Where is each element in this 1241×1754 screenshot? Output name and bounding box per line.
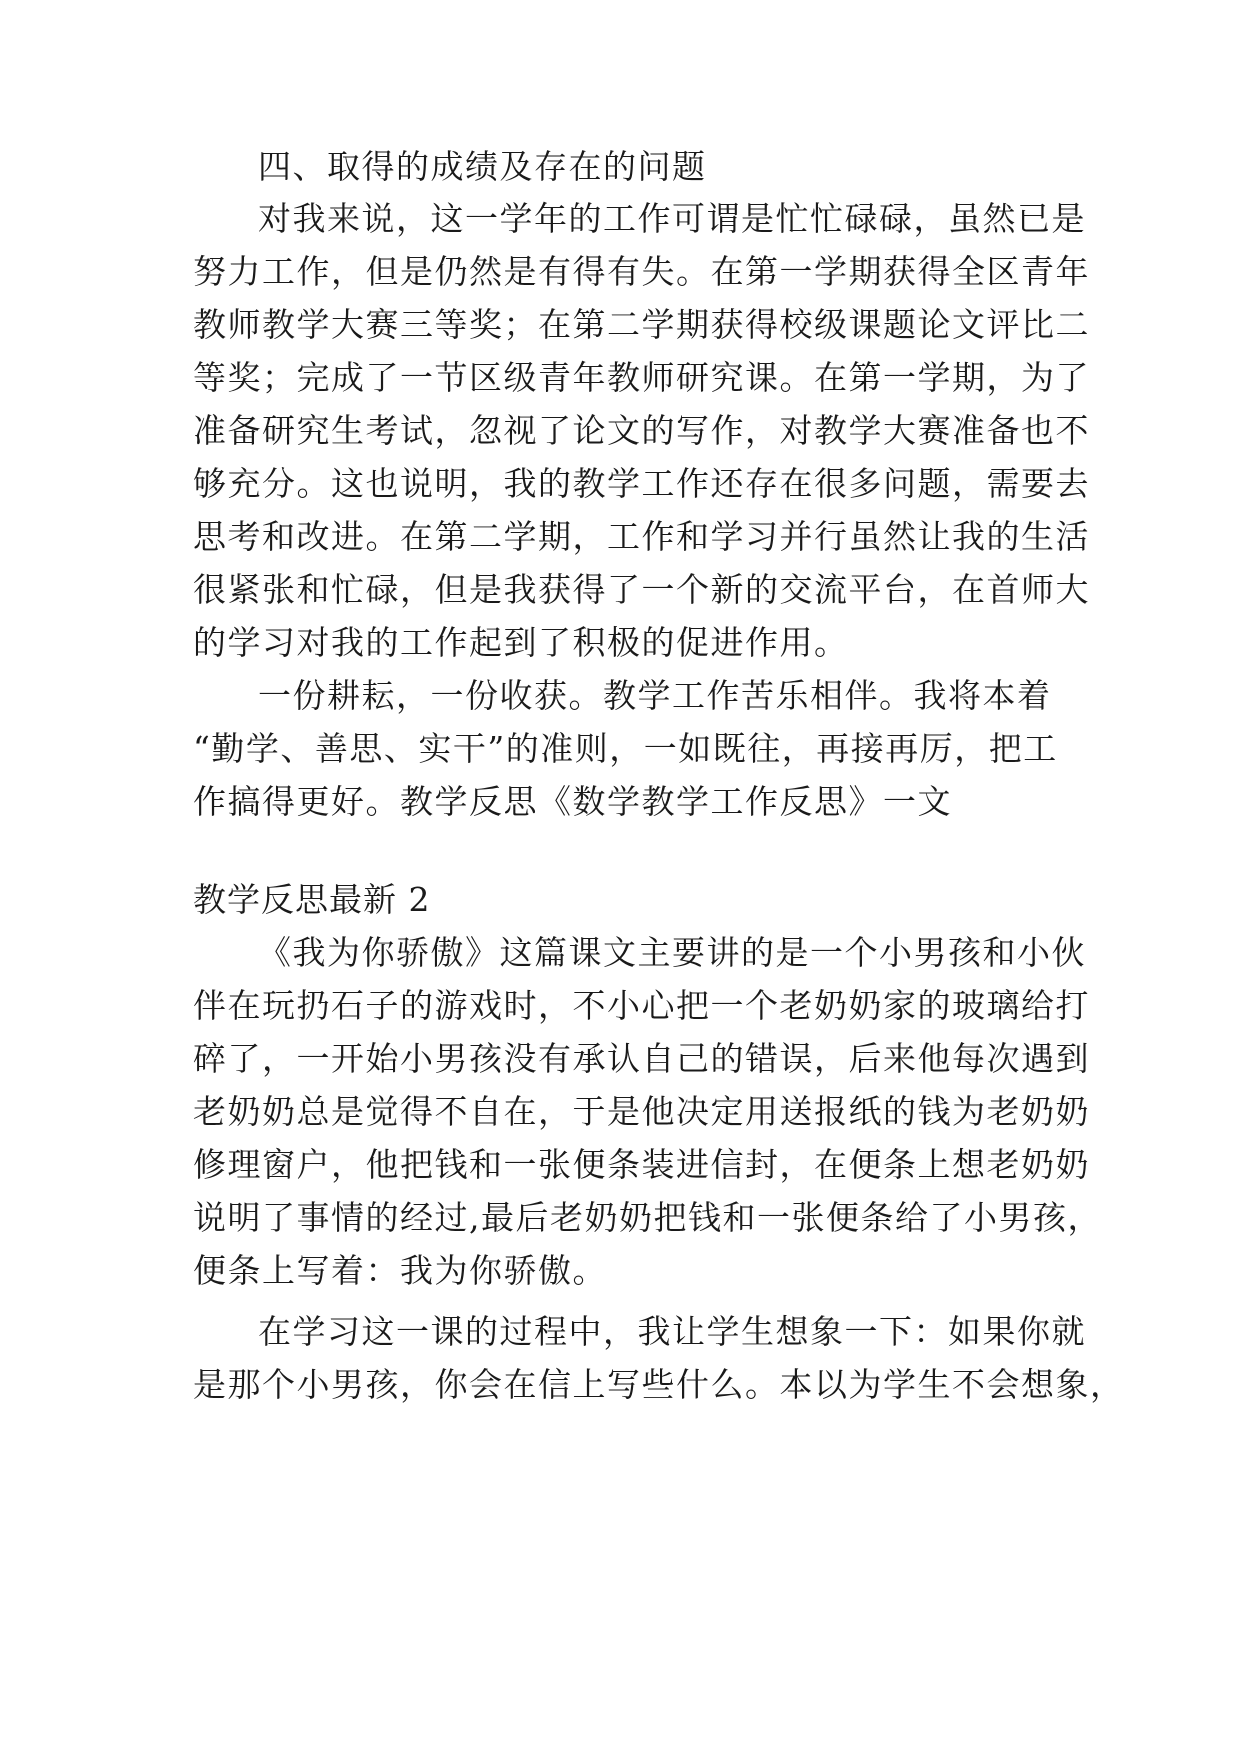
paragraph-line: 准备研究生考试，忽视了论文的写作，对教学大赛准备也不	[193, 411, 1090, 450]
paragraph-line: 等奖；完成了一节区级青年教师研究课。在第一学期，为了	[193, 358, 1090, 397]
section-heading: 四、取得的成绩及存在的问题	[258, 147, 707, 186]
paragraph-line: 对我来说，这一学年的工作可谓是忙忙碌碌，虽然已是	[258, 199, 1086, 238]
paragraph-line: 够充分。这也说明，我的教学工作还存在很多问题，需要去	[193, 464, 1090, 503]
paragraph-line: 一份耕耘，一份收获。教学工作苦乐相伴。我将本着	[258, 676, 1052, 715]
paragraph-line: 教师教学大赛三等奖；在第二学期获得校级课题论文评比二	[193, 305, 1090, 344]
paragraph-line: 说明了事情的经过,最后老奶奶把钱和一张便条给了小男孩，	[193, 1198, 1102, 1237]
paragraph-line: 的学习对我的工作起到了积极的促进作用。	[193, 623, 849, 662]
paragraph-line: 在学习这一课的过程中，我让学生想象一下：如果你就	[258, 1312, 1086, 1351]
paragraph-line: 修理窗户，他把钱和一张便条装进信封，在便条上想老奶奶	[193, 1145, 1090, 1184]
paragraph-line: 伴在玩扔石子的游戏时，不小心把一个老奶奶家的玻璃给打	[193, 986, 1090, 1025]
paragraph-line: 是那个小男孩，你会在信上写些什么。本以为学生不会想象，	[193, 1365, 1125, 1404]
paragraph-line: 碎了，一开始小男孩没有承认自己的错误，后来他每次遇到	[193, 1039, 1090, 1078]
paragraph-line: 便条上写着：我为你骄傲。	[193, 1251, 607, 1290]
paragraph-line: 老奶奶总是觉得不自在，于是他决定用送报纸的钱为老奶奶	[193, 1092, 1090, 1131]
paragraph-line: 很紧张和忙碌，但是我获得了一个新的交流平台，在首师大	[193, 570, 1090, 609]
paragraph-line: 努力工作，但是仍然是有得有失。在第一学期获得全区青年	[193, 252, 1090, 291]
paragraph-line: “勤学、善思、实干”的准则，一如既往，再接再厉，把工	[193, 729, 1058, 768]
paragraph-line: 作搞得更好。教学反思《数学教学工作反思》一文	[193, 782, 952, 821]
paragraph-line: 思考和改进。在第二学期，工作和学习并行虽然让我的生活	[193, 517, 1090, 556]
article-title: 教学反思最新 2	[193, 880, 431, 919]
paragraph-line: 《我为你骄傲》这篇课文主要讲的是一个小男孩和小伙	[258, 933, 1086, 972]
